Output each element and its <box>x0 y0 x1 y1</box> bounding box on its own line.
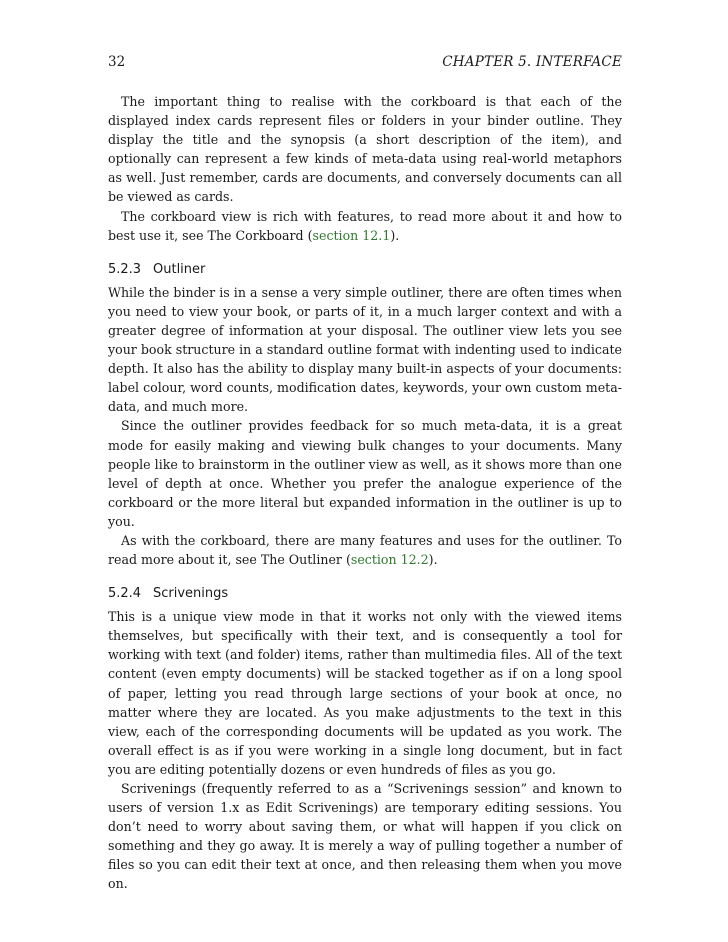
outliner-section-title: Outliner <box>153 261 206 277</box>
running-header <box>108 52 622 72</box>
corkboard-text <box>108 92 622 245</box>
corkboard-paragraph-2-end: ). <box>390 227 400 243</box>
corkboard-paragraph-2 <box>108 207 622 245</box>
chapter-title: CHAPTER 5. INTERFACE <box>442 54 622 70</box>
scrivenings-heading <box>108 584 622 604</box>
outliner-paragraph-3-end: ). <box>428 552 438 568</box>
outliner-paragraph-2: Since the outliner provides feedback for so much meta-data, it is a great mode for easily making and viewing bulk changes to your documents. Many people like to brainstorm in the outliner view as well, as it shows more than one level of depth at once. Whether you prefer the analogue experience of the corkboard or the more literal but expanded information in the outliner is up to you. <box>108 418 622 529</box>
page-number: 32 <box>108 54 126 70</box>
document-page <box>108 52 622 894</box>
scrivenings-section-title: Scrivenings <box>153 586 229 602</box>
corkboard-paragraph-2-text: The corkboard view is rich with features, to read more about it and how to best use it, see The Corkboard ( <box>108 208 622 243</box>
outliner-heading <box>108 260 622 280</box>
scrivenings-section-number: 5.2.4 <box>108 586 142 602</box>
scrivenings-text <box>108 607 622 893</box>
outliner-section-number: 5.2.3 <box>108 261 142 277</box>
outliner-paragraph-3-text: As with the corkboard, there are many features and uses for the outliner. To read more about it, see The Outliner ( <box>108 532 622 568</box>
scrivenings-paragraph-1: This is a unique view mode in that it works not only with the viewed items themselves, but specifically with their text, and is consequently a tool for working with text (and folder) items, rather than multimedia files. All of the text content (even empty documents) will be stacked together as if on a long spool of paper, letting you read through large sections of your book at once, no matter where they are located. As you make adjustments to the text in this view, each of the corresponding documents will be updated as you work. The overall effect is as if you were working in a single long document, but in fact you are editing potentially dozens or even hundreds of files as you go. <box>108 609 622 777</box>
scrivenings-paragraph-2: Scrivenings (frequently referred to as a “Scrivenings session” and known to users of version 1.x as Edit Scrivenings) are temporary editing sessions. You don’t need to worry about saving them, or what will happen if you click on something and they go away. It is merely a way of pulling together a number of files so you can edit their text at once, and then releasing them when you move on. <box>108 781 622 892</box>
outliner-text <box>108 283 622 569</box>
corkboard-paragraph-1: The important thing to realise with the corkboard is that each of the displayed index cards represent files or folders in your binder outline. They display the title and the synopsis (a short description of the item), and optionally can represent a few kinds of meta-data using real-world metaphors as well. Just remember, cards are documents, and conversely documents can all be viewed as cards. <box>108 94 622 205</box>
section-12-2-link[interactable]: section 12.2 <box>350 552 429 568</box>
outliner-paragraph-1: While the binder is in a sense a very simple outliner, there are often times when you need to view your book, or parts of it, in a much larger context and with a greater degree of information at your disposal. The outliner view lets you see your book structure in a standard outline format with indenting used to indicate depth. It also has the ability to display many built-in aspects of your documents: label colour, word counts, modification dates, keywords, your own custom meta-data, and much more. <box>108 284 622 415</box>
section-12-1-link[interactable]: section 12.1 <box>312 227 391 243</box>
outliner-paragraph-3 <box>108 531 622 569</box>
